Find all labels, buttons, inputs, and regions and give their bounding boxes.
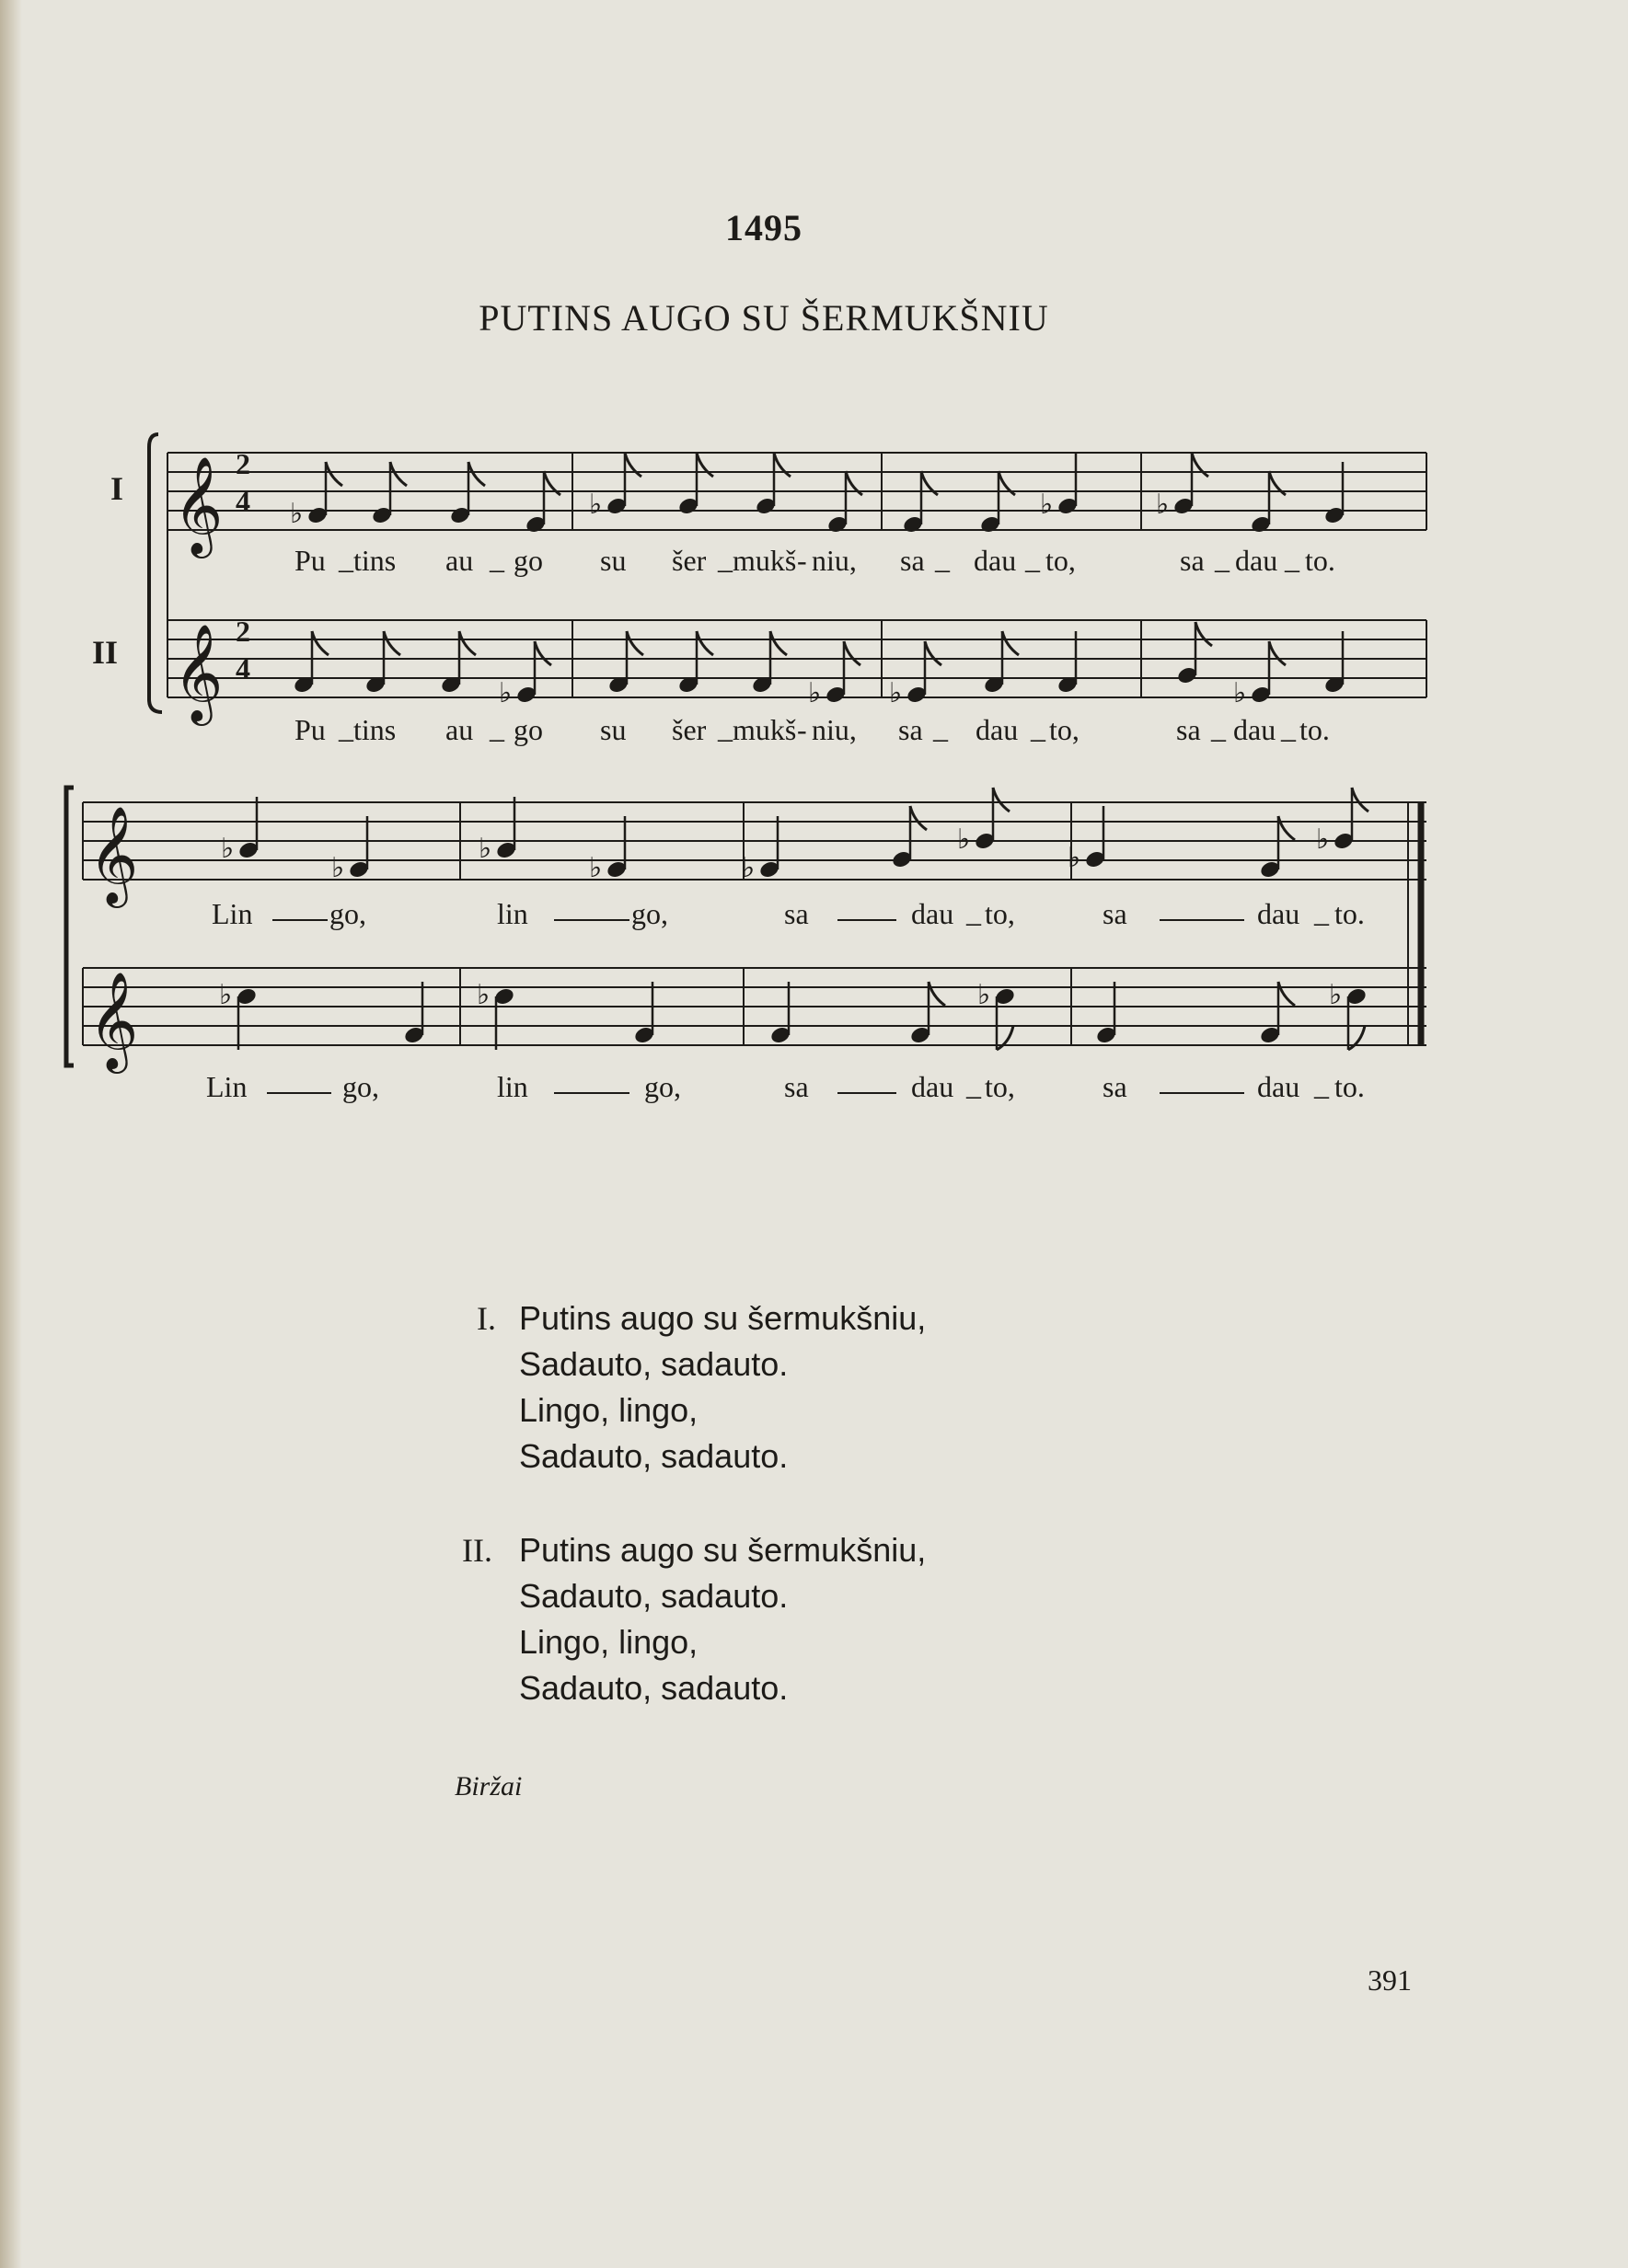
- svg-text:dau: dau: [911, 1070, 954, 1103]
- svg-text:_: _: [1285, 542, 1299, 575]
- note-flag: [627, 631, 643, 655]
- voice-label-1: I: [110, 470, 124, 507]
- svg-text:sa: sa: [1180, 544, 1205, 577]
- note-flag: [910, 806, 927, 830]
- flat-icon: ♭: [290, 498, 304, 530]
- svg-text:Lin: Lin: [212, 897, 253, 930]
- time-signature-top: 2: [236, 447, 250, 480]
- svg-text:dau: dau: [1257, 897, 1300, 930]
- note-flag: [459, 631, 476, 655]
- svg-text:sa: sa: [1103, 1070, 1127, 1103]
- flat-icon: ♭: [219, 979, 233, 1011]
- svg-text:to,: to,: [1045, 544, 1076, 577]
- flat-icon: ♭: [1156, 489, 1170, 521]
- svg-text:_: _: [1215, 542, 1230, 575]
- flat-icon: ♭: [1329, 979, 1343, 1011]
- flat-icon: ♭: [808, 677, 822, 709]
- note-flag: [925, 641, 941, 665]
- note-flag: [535, 641, 551, 665]
- svg-text:dau: dau: [974, 544, 1017, 577]
- svg-text:dau: dau: [1235, 544, 1278, 577]
- system2-voice2-lyrics: [206, 1068, 1365, 1103]
- flat-icon: ♭: [889, 677, 903, 709]
- flat-icon: ♭: [477, 979, 491, 1011]
- note-group: [219, 453, 1368, 1050]
- svg-text:to.: to.: [1334, 1070, 1365, 1103]
- song-title: PUTINS AUGO SU ŠERMUKŠNIU: [479, 297, 1049, 339]
- verse-line: Sadauto, sadauto.: [519, 1437, 789, 1475]
- voice-label-2: II: [92, 634, 119, 671]
- svg-text:sa: sa: [784, 1070, 809, 1103]
- svg-text:to.: to.: [1299, 713, 1330, 746]
- svg-text:go: go: [514, 544, 543, 577]
- flat-icon: ♭: [742, 852, 756, 884]
- flat-icon: ♭: [221, 833, 235, 865]
- svg-text:mukš: mukš: [733, 544, 797, 577]
- svg-text:dau: dau: [976, 713, 1019, 746]
- note-flag: [844, 641, 860, 665]
- treble-clef-icon: 𝄞: [173, 455, 224, 554]
- verse-2: [451, 1527, 926, 1711]
- svg-text:_: _: [490, 711, 504, 744]
- svg-text:sa: sa: [784, 897, 809, 930]
- note-flag: [1278, 816, 1295, 840]
- note-flag: [929, 982, 945, 1006]
- time-signature-bottom: 4: [236, 485, 250, 518]
- note-flag: [1269, 641, 1286, 665]
- svg-text:au: au: [445, 713, 474, 746]
- flat-icon: ♭: [499, 677, 513, 709]
- flat-icon: ♭: [1040, 489, 1054, 521]
- svg-text:tins: tins: [353, 544, 397, 577]
- note-flag: [1352, 788, 1368, 812]
- svg-text:_: _: [1314, 1068, 1329, 1101]
- svg-text:au: au: [445, 544, 474, 577]
- svg-text:Pu: Pu: [294, 544, 326, 577]
- svg-text:go,: go,: [644, 1070, 681, 1103]
- page-number: 391: [1368, 1963, 1412, 1997]
- svg-text:_: _: [935, 542, 950, 575]
- note-flag: [697, 631, 713, 655]
- verse-line: Sadauto, sadauto.: [519, 1669, 789, 1707]
- system2-bracket: [66, 788, 74, 1065]
- verse-1: [451, 1295, 926, 1479]
- svg-text:_: _: [1211, 711, 1226, 744]
- svg-text:-: -: [797, 713, 807, 746]
- note-flag: [326, 462, 342, 486]
- flat-icon: ♭: [479, 833, 492, 865]
- system2-staff-voice2: [83, 968, 1426, 1045]
- svg-text:mukš: mukš: [733, 713, 797, 746]
- flat-icon: ♭: [1233, 677, 1247, 709]
- svg-text:tins: tins: [353, 713, 397, 746]
- svg-text:_: _: [1031, 711, 1045, 744]
- note-flag: [468, 462, 485, 486]
- svg-text:_: _: [1025, 542, 1040, 575]
- treble-clef-icon: 𝄞: [88, 971, 139, 1069]
- svg-text:su: su: [600, 544, 627, 577]
- system1-brace: [149, 434, 162, 712]
- note-flag: [997, 1026, 1013, 1050]
- flat-icon: ♭: [1068, 842, 1081, 874]
- note-flag: [625, 453, 641, 477]
- place-name: Biržai: [455, 1771, 523, 1802]
- svg-text:-: -: [797, 544, 807, 577]
- svg-text:šer: šer: [672, 713, 707, 746]
- svg-text:_: _: [966, 895, 981, 928]
- system1-voice2-lyrics: [294, 711, 1330, 746]
- note-flag: [993, 788, 1010, 812]
- svg-text:Lin: Lin: [206, 1070, 248, 1103]
- svg-text:šer: šer: [672, 544, 707, 577]
- verse-line: Sadauto, sadauto.: [519, 1577, 789, 1615]
- flat-icon: ♭: [589, 489, 603, 521]
- treble-clef-icon: 𝄞: [173, 623, 224, 721]
- svg-text:su: su: [600, 713, 627, 746]
- verse-numeral: II.: [462, 1532, 492, 1569]
- system1-voice1-lyrics: [294, 542, 1335, 577]
- svg-text:lin: lin: [497, 1070, 528, 1103]
- svg-text:to.: to.: [1334, 897, 1365, 930]
- system2-voice1-lyrics: [212, 895, 1365, 930]
- time-signature-top: 2: [236, 615, 250, 648]
- svg-text:dau: dau: [1257, 1070, 1300, 1103]
- time-signature-bottom: 4: [236, 652, 250, 685]
- note-flag: [1192, 453, 1208, 477]
- system1-staff-voice1: [167, 453, 1426, 530]
- flat-icon: ♭: [331, 852, 345, 884]
- system2-barlines: [83, 802, 1421, 1045]
- svg-text:sa: sa: [1103, 897, 1127, 930]
- verse-line: Lingo, lingo,: [519, 1623, 699, 1661]
- svg-text:niu,: niu,: [812, 544, 857, 577]
- svg-text:lin: lin: [497, 897, 528, 930]
- svg-text:_: _: [339, 542, 353, 575]
- note-flag: [1278, 982, 1295, 1006]
- svg-text:go,: go,: [329, 897, 366, 930]
- verse-line: Putins augo su šermukšniu,: [519, 1531, 927, 1569]
- svg-text:sa: sa: [1176, 713, 1201, 746]
- note-flag: [1002, 631, 1019, 655]
- svg-text:Pu: Pu: [294, 713, 326, 746]
- flat-icon: ♭: [977, 979, 991, 1011]
- note-flag: [770, 631, 787, 655]
- note-flag: [312, 631, 329, 655]
- svg-text:_: _: [339, 711, 353, 744]
- svg-text:to.: to.: [1305, 544, 1335, 577]
- song-number: 1495: [725, 207, 802, 248]
- svg-text:_: _: [718, 711, 733, 744]
- svg-text:_: _: [490, 542, 504, 575]
- svg-text:to,: to,: [985, 897, 1015, 930]
- note-flag: [697, 453, 713, 477]
- note-flag: [774, 453, 791, 477]
- verse-line: Sadauto, sadauto.: [519, 1345, 789, 1383]
- note-flag: [1348, 1026, 1365, 1050]
- svg-text:_: _: [1314, 895, 1329, 928]
- verse-numeral: I.: [477, 1300, 496, 1337]
- svg-text:_: _: [1281, 711, 1296, 744]
- svg-text:to,: to,: [985, 1070, 1015, 1103]
- note-flag: [390, 462, 407, 486]
- note-flag: [1195, 622, 1212, 646]
- svg-text:go,: go,: [631, 897, 668, 930]
- flat-icon: ♭: [589, 852, 603, 884]
- svg-text:go,: go,: [342, 1070, 379, 1103]
- svg-text:dau: dau: [911, 897, 954, 930]
- flat-icon: ♭: [957, 823, 971, 856]
- flat-icon: ♭: [1316, 823, 1330, 856]
- svg-text:_: _: [933, 711, 948, 744]
- svg-text:sa: sa: [898, 713, 923, 746]
- svg-text:_: _: [718, 542, 733, 575]
- verse-line: Putins augo su šermukšniu,: [519, 1299, 927, 1337]
- verse-line: Lingo, lingo,: [519, 1391, 699, 1429]
- treble-clef-icon: 𝄞: [88, 805, 139, 904]
- svg-text:go: go: [514, 713, 543, 746]
- svg-text:to,: to,: [1049, 713, 1080, 746]
- svg-text:niu,: niu,: [812, 713, 857, 746]
- note-flag: [384, 631, 400, 655]
- svg-text:sa: sa: [900, 544, 925, 577]
- svg-text:dau: dau: [1233, 713, 1276, 746]
- verses: [451, 1295, 926, 1752]
- svg-text:_: _: [966, 1068, 981, 1101]
